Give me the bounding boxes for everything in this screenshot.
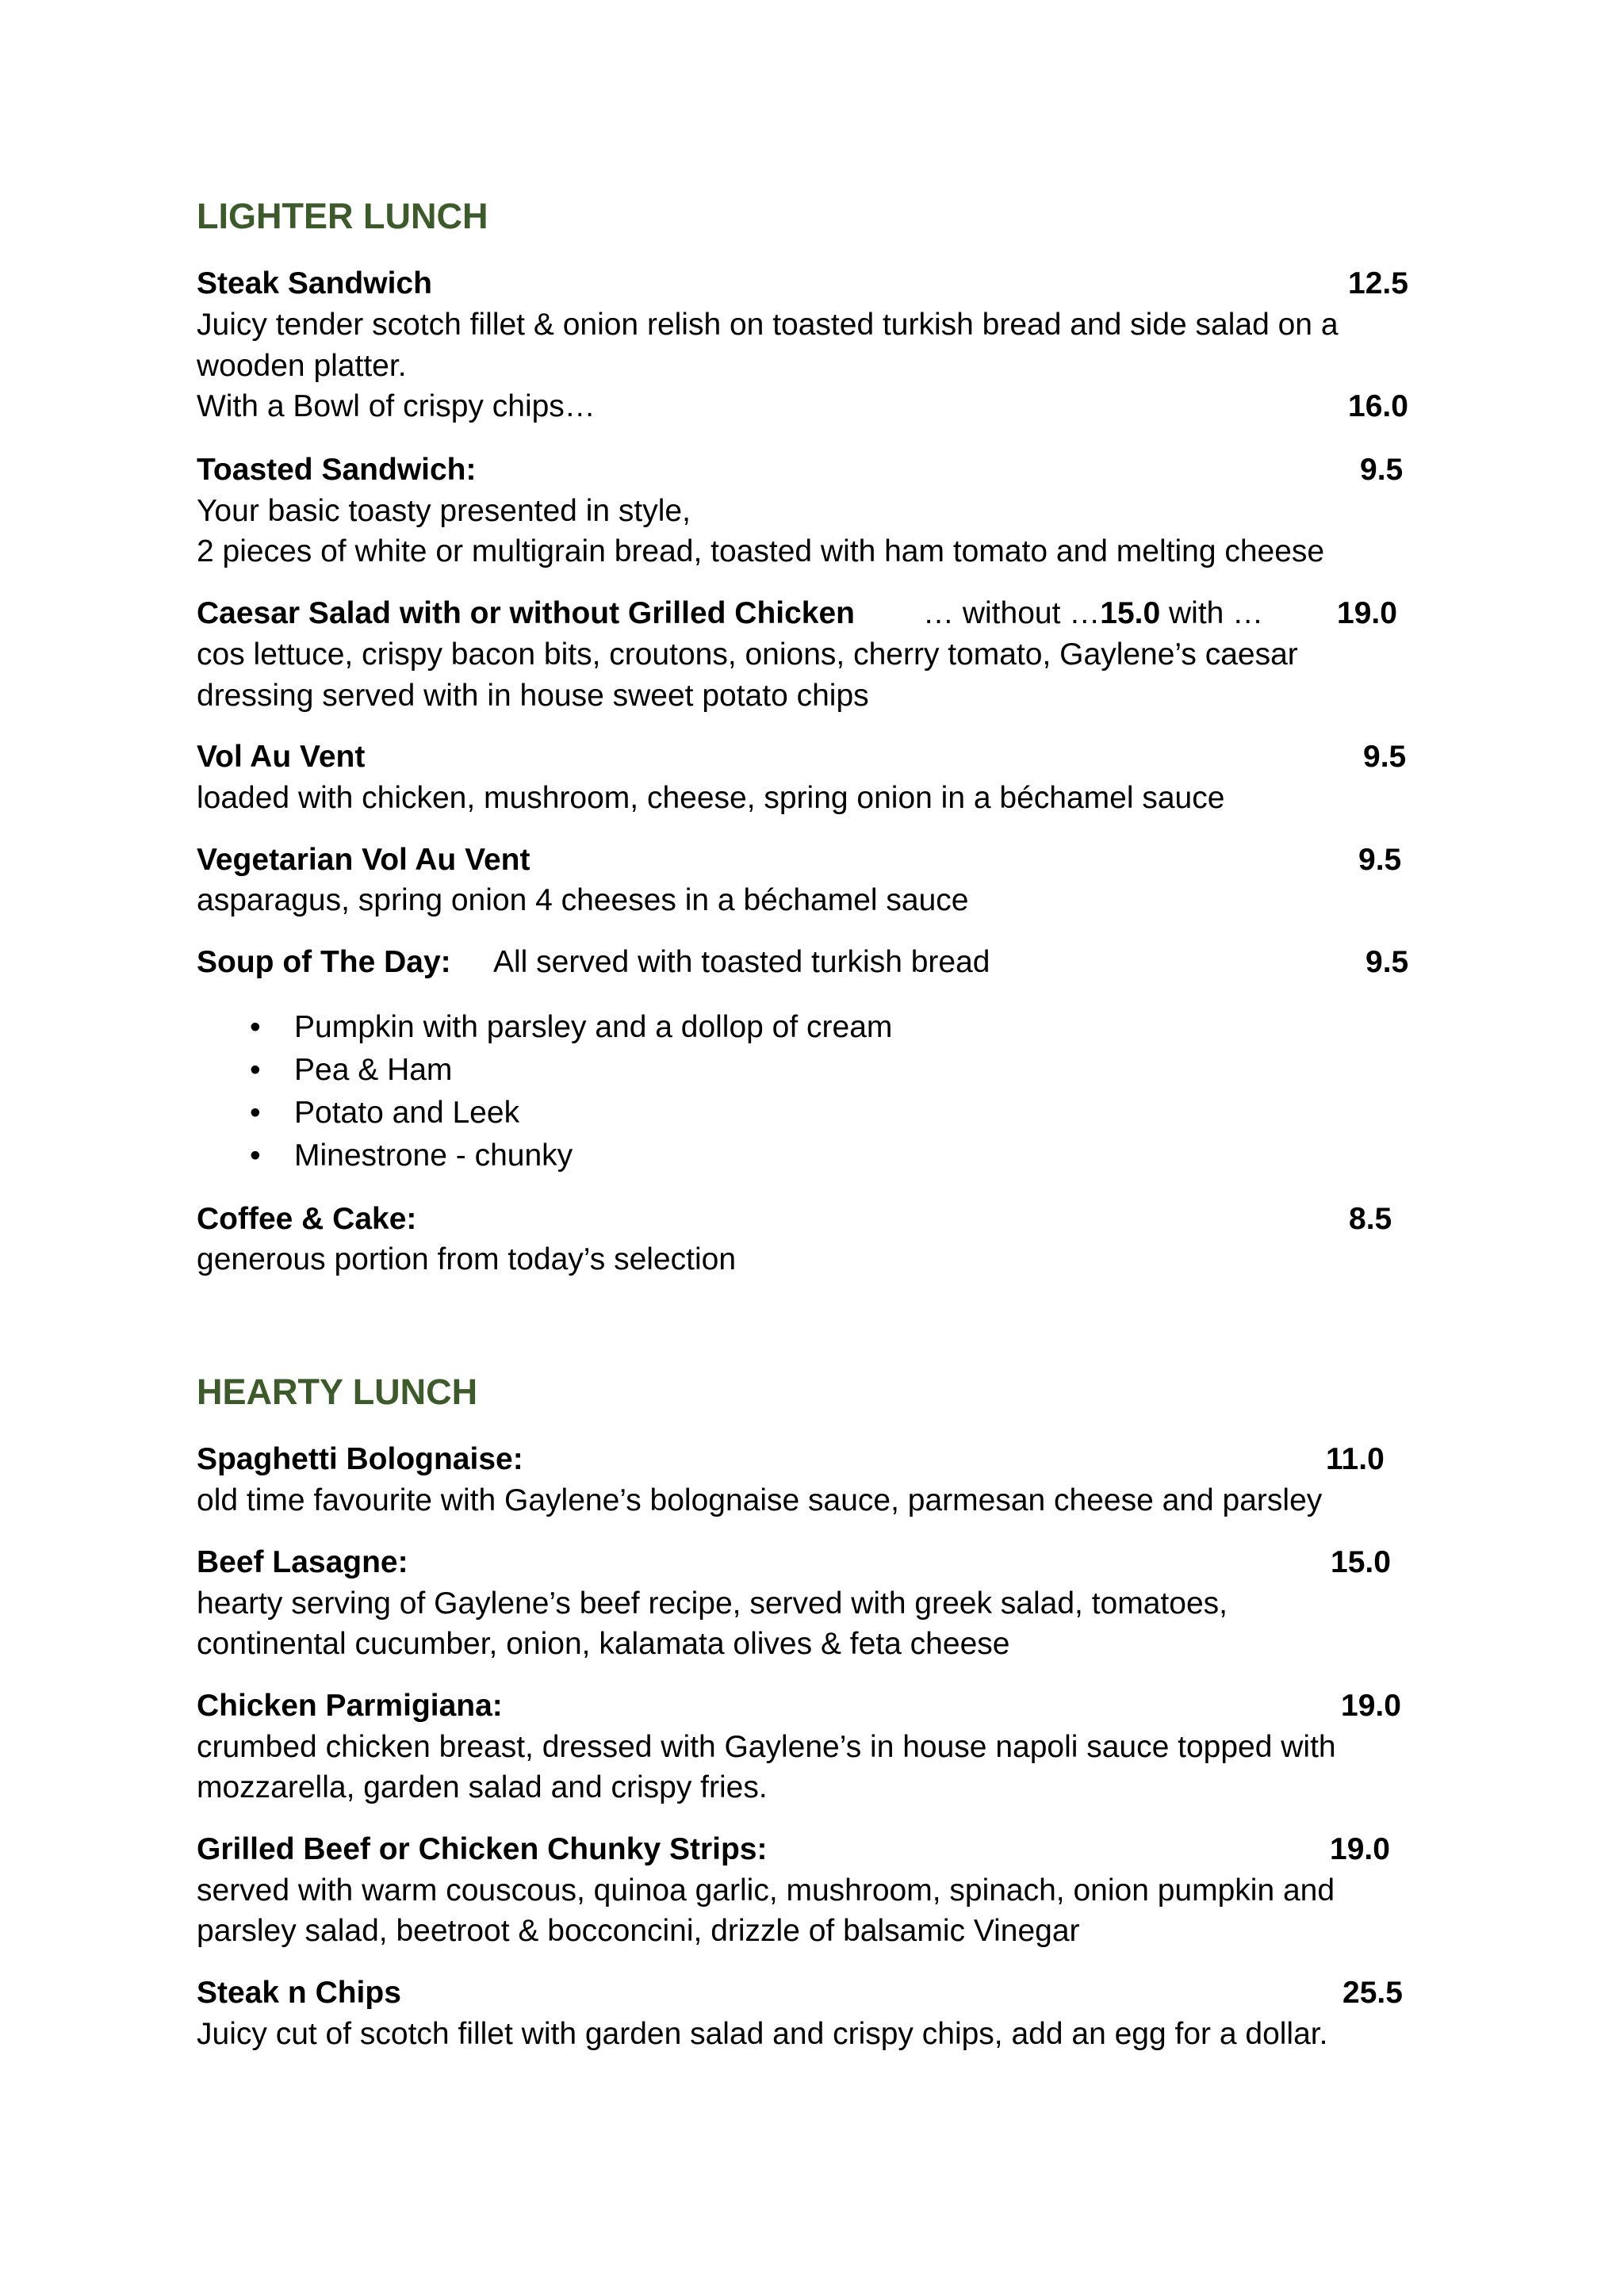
lasagne-desc-line-2: continental cucumber, onion, kalamata olives & feta cheese (197, 1627, 1010, 1661)
coffee-cake-name: Coffee & Cake: (197, 1202, 417, 1236)
coffee-cake-desc-line-1: generous portion from today’s selection (197, 1242, 737, 1276)
toasted-sandwich-name: Toasted Sandwich: (197, 453, 477, 487)
steak-sandwich-desc-line-2: wooden platter. (197, 349, 407, 383)
veg-vol-au-vent-price: 9.5 (1358, 843, 1402, 877)
lasagne-price: 15.0 (1331, 1545, 1391, 1579)
toasted-sandwich-desc-line-2: 2 pieces of white or multigrain bread, toasted with ham tomato and melting cheese (197, 534, 1325, 568)
chunky-strips-title-row (197, 1829, 1418, 1870)
lasagne-desc-line-1: hearty serving of Gaylene’s beef recipe, served with greek salad, tomatoes, (197, 1586, 1228, 1621)
vol-au-vent-title-row (197, 737, 1418, 778)
chunky-strips-desc-line-2: parsley salad, beetroot & bocconcini, drizzle of balsamic Vinegar (197, 1914, 1080, 1948)
caesar-salad-without-price: 15.0 (1100, 596, 1161, 630)
soup-list-item: Pea & Ham (294, 1053, 453, 1087)
caesar-salad-name: Caesar Salad with or without Grilled Chicken (197, 596, 856, 630)
parmigiana-desc-line-2: mozzarella, garden salad and crispy fries. (197, 1770, 768, 1804)
lighter-lunch-heading: LIGHTER LUNCH (197, 196, 488, 236)
veg-vol-au-vent-name: Vegetarian Vol Au Vent (197, 843, 530, 877)
caesar-salad-desc-line-2: dressing served with in house sweet potato chips (197, 679, 869, 713)
caesar-salad-without-text: … without … (923, 596, 1101, 630)
coffee-cake-price: 8.5 (1349, 1202, 1392, 1236)
steak-sandwich-desc-line-1: Juicy tender scotch fillet & onion relish on toasted turkish bread and side salad on a (197, 308, 1339, 342)
steak-sandwich-price: 12.5 (1348, 266, 1408, 300)
toasted-sandwich-desc-line-1: Your basic toasty presented in style, (197, 494, 691, 528)
spaghetti-desc-line-1: old time favourite with Gaylene’s bolognaise sauce, parmesan cheese and parsley (197, 1483, 1323, 1517)
steak-chips-price: 25.5 (1342, 1976, 1403, 2010)
steak-chips-desc-line-1: Juicy cut of scotch fillet with garden salad and crispy chips, add an egg for a dollar. (197, 2017, 1328, 2051)
coffee-cake-title-row (197, 1199, 1418, 1240)
soup-name: Soup of The Day: (197, 945, 451, 979)
spaghetti-name: Spaghetti Bolognaise: (197, 1442, 523, 1476)
soup-note: All served with toasted turkish bread (493, 945, 990, 979)
caesar-salad-with-price: 19.0 (1337, 596, 1397, 630)
vol-au-vent-name: Vol Au Vent (197, 740, 366, 774)
soup-list-item: Pumpkin with parsley and a dollop of cream (294, 1010, 893, 1044)
chunky-strips-price: 19.0 (1330, 1832, 1390, 1866)
hearty-lunch-heading: HEARTY LUNCH (197, 1372, 478, 1412)
spaghetti-price: 11.0 (1326, 1442, 1385, 1476)
caesar-salad-title-row (197, 593, 1418, 634)
steak-sandwich-title-row (197, 263, 1418, 304)
parmigiana-title-row (197, 1686, 1418, 1727)
veg-vol-au-vent-title-row (197, 840, 1418, 881)
chunky-strips-desc-line-1: served with warm couscous, quinoa garlic, mushroom, spinach, onion pumpkin and (197, 1873, 1335, 1908)
veg-vol-au-vent-desc-line-1: asparagus, spring onion 4 cheeses in a béchamel sauce (197, 883, 969, 917)
vol-au-vent-price: 9.5 (1363, 740, 1407, 774)
lasagne-title-row (197, 1542, 1418, 1583)
chunky-strips-name: Grilled Beef or Chicken Chunky Strips: (197, 1832, 768, 1866)
vol-au-vent-desc-line-1: loaded with chicken, mushroom, cheese, spring onion in a béchamel sauce (197, 781, 1225, 815)
soup-list-item: Potato and Leek (294, 1096, 520, 1130)
parmigiana-price: 19.0 (1341, 1689, 1401, 1723)
steak-sandwich-name: Steak Sandwich (197, 266, 432, 300)
steak-chips-title-row (197, 1973, 1418, 2014)
soup-list-item: Minestrone - chunky (294, 1138, 573, 1173)
parmigiana-desc-line-1: crumbed chicken breast, dressed with Gaylene’s in house napoli sauce topped with (197, 1730, 1336, 1764)
lasagne-name: Beef Lasagne: (197, 1545, 408, 1579)
spaghetti-title-row (197, 1439, 1418, 1480)
soup-title-row (197, 942, 1418, 983)
steak-chips-name: Steak n Chips (197, 1976, 401, 2010)
soup-price: 9.5 (1365, 945, 1409, 979)
bullet-icon: • (250, 1138, 261, 1173)
steak-sandwich-chips-price: 16.0 (1348, 389, 1408, 423)
caesar-salad-with-text: with … (1160, 596, 1264, 630)
bullet-icon: • (250, 1053, 261, 1087)
parmigiana-name: Chicken Parmigiana: (197, 1689, 503, 1723)
steak-sandwich-chips-row (197, 386, 1418, 427)
steak-sandwich-chips-text: With a Bowl of crispy chips… (197, 389, 596, 423)
caesar-salad-options (923, 593, 1263, 634)
bullet-icon: • (250, 1096, 261, 1130)
toasted-sandwich-title-row (197, 450, 1418, 491)
caesar-salad-desc-line-1: cos lettuce, crispy bacon bits, croutons, onions, cherry tomato, Gaylene’s caesar (197, 637, 1298, 672)
toasted-sandwich-price: 9.5 (1360, 453, 1404, 487)
bullet-icon: • (250, 1010, 261, 1044)
